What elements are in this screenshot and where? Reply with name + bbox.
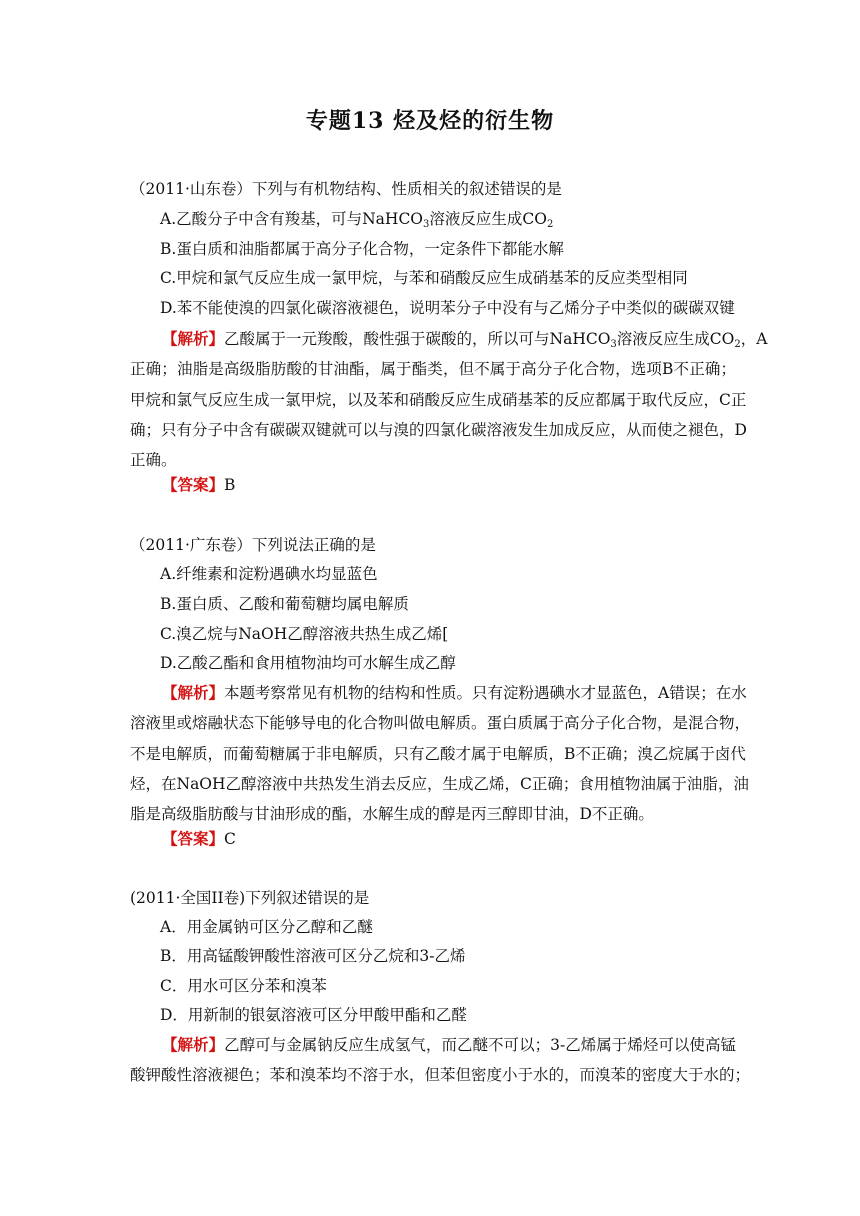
q3-option-b: B．用高锰酸钾酸性溶液可区分乙烷和3-乙烯 [160, 947, 466, 965]
q1-analysis-line: 正确；油脂是高级脂肪酸的甘油酯，属于酯类，但不属于高分子化合物，选项B不正确； [130, 360, 736, 379]
q2-analysis-label: 【解析】 [162, 683, 225, 702]
q1-stem: （2011·山东卷）下列与有机物结构、性质相关的叙述错误的是 [130, 180, 562, 198]
q1-option-d: D.苯不能使溴的四氯化碳溶液褪色，说明苯分子中没有与乙烯分子中类似的碳碳双键 [160, 299, 735, 317]
q3-analysis-line: 酸钾酸性溶液褪色；苯和溴苯均不溶于水，但苯但密度小于水的，而溴苯的密度大于水的； [130, 1066, 751, 1085]
q2-answer [162, 828, 236, 850]
q1-answer [162, 474, 235, 496]
q1-analysis-line: 确；只有分子中含有碳碳双键就可以与溴的四氯化碳溶液发生加成反应，从而使之褪色，D [130, 420, 747, 439]
q1-answer-label: 【答案】 [162, 475, 225, 494]
q1-answer-value: B [224, 476, 236, 494]
q2-option-d: D.乙酸乙酯和食用植物油均可水解生成乙醇 [160, 654, 456, 672]
q1-analysis-line: 【解析】乙酸属于一元羧酸，酸性强于碳酸的，所以可与NaHCO$_3$溶液反应生成$CO_2$，A [162, 329, 768, 350]
q3-analysis [130, 1030, 751, 1091]
q1-option-b: B.蛋白质和油脂都属于高分子化合物，一定条件下都能水解 [160, 240, 564, 258]
q1-option-c: C.甲烷和氯气反应生成一氯甲烷，与苯和硝酸反应生成硝基苯的反应类型相同 [160, 269, 688, 287]
q2-answer-label: 【答案】 [162, 829, 225, 848]
q2-analysis-line: 脂是高级脂肪酸与甘油形成的酯，水解生成的醇是丙三醇即甘油，D不正确。 [130, 805, 654, 824]
q2-answer-value: C [224, 830, 236, 848]
q3-analysis-label: 【解析】 [162, 1035, 225, 1054]
q2-option-b: B.蛋白质、乙酸和葡萄糖均属电解质 [160, 595, 409, 613]
q3-analysis-line: 【解析】乙醇可与金属钠反应生成氢气，而乙醚不可以；3-乙烯属于烯烃可以使高锰 [162, 1035, 736, 1054]
q2-analysis [130, 678, 751, 829]
q1-analysis [130, 324, 768, 475]
q2-option-a: A.纤维素和淀粉遇碘水均显蓝色 [160, 565, 378, 583]
q3-option-d: D．用新制的银氨溶液可区分甲酸甲酯和乙醛 [160, 1006, 467, 1024]
q3-option-a: A．用金属钠可区分乙醇和乙醚 [160, 918, 373, 936]
q2-analysis-line: 不是电解质，而葡萄糖属于非电解质，只有乙酸才属于电解质，B不正确；溴乙烷属于卤代 [130, 744, 746, 763]
q2-analysis-line: 烃，在NaOH乙醇溶液中共热发生消去反应，生成乙烯，C正确；食用植物油属于油脂，油 [130, 774, 749, 793]
q2-analysis-line: 【解析】本题考察常见有机物的结构和性质。只有淀粉遇碘水才显蓝色，A错误；在水 [162, 683, 747, 702]
q3-option-c: C．用水可区分苯和溴苯 [160, 977, 327, 995]
page-title: 专题13 烃及烃的衍生物 [305, 108, 555, 134]
q1-option-a: A.乙酸分子中含有羧基，可与NaHCO$_3$溶液反应生成$CO_2$ [160, 210, 554, 230]
q1-analysis-label: 【解析】 [162, 329, 225, 348]
q1-analysis-line: 正确。 [130, 451, 177, 470]
q1-analysis-line: 甲烷和氯气反应生成一氯甲烷，以及苯和硝酸反应生成硝基苯的反应都属于取代反应，C正 [130, 390, 747, 409]
q2-analysis-line: 溶液里或熔融状态下能够导电的化合物叫做电解质。蛋白质属于高分子化合物，是混合物， [130, 714, 751, 733]
q3-stem: (2011·全国II卷)下列叙述错误的是 [130, 889, 370, 907]
q2-stem: （2011·广东卷）下列说法正确的是 [130, 536, 376, 554]
q2-option-c: C.溴乙烷与NaOH乙醇溶液共热生成乙烯[ [160, 625, 449, 643]
